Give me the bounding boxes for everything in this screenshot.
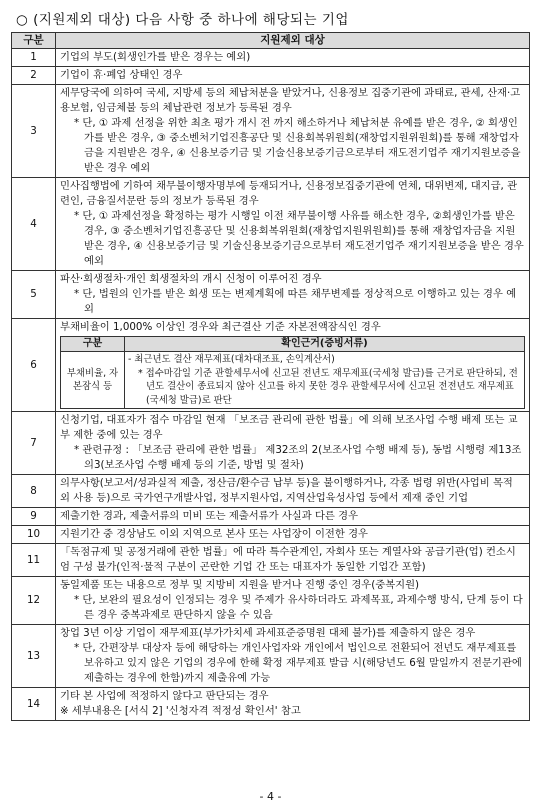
row-text: 기타 본 사업에 적정하지 않다고 판단되는 경우 [60,690,269,702]
row-text: 부채비율이 1,000% 이상인 경우와 최근결산 기준 자본전액잠식인 경우 [60,321,381,333]
header-category: 구분 [12,33,56,49]
table-row [12,271,530,319]
row-content [56,319,530,412]
evidence-subtable [60,336,525,409]
table-row [12,544,530,577]
row-text: 「독점규제 및 공정거래에 관한 법률」에 따라 특수관계인, 자회사 또는 계열사와 공급기관(업) 컨소시엄 구성 불가(인적·물적 구분이 곤란한 기업 간 또는 대표자가 동일한 기업간 포함) [60,546,516,573]
row-note: * 관련규정 : 「보조금 관리에 관한 법률」 제32조의 2(보조사업 수행 배제 등), 동법 시행령 제13조의3(보조사업 수행 배제 등의 기준, 방법 및 절차) [74,444,522,471]
row-content [56,475,530,508]
table-row [12,412,530,475]
table-row [12,625,530,688]
row-content [56,85,530,178]
row-text: 기업의 부도(회생인가를 받은 경우는 예외) [60,51,251,63]
row-text: 민사집행법에 기하여 채무불이행자명부에 등재되거나, 신용정보집중기관에 연체, 대위변제, 대지급, 관련인, 금융질서문란 등의 정보가 등록된 경우 [60,180,518,207]
row-text: 의무사항(보고서/성과실적 제출, 정산금/환수금 납부 등)을 불이행하거나, 각종 법령 위반(사업비 목적 외 사용 등)으로 국가연구개발사업, 정부지원사업, 지역산업육성사업 등에서 제재 중인 기업 [60,477,513,504]
table-row [12,508,530,526]
row-content [56,544,530,577]
row-number: 1 [12,49,56,67]
row-content [56,688,530,721]
table-row [12,178,530,271]
subtable-header-row [61,337,525,352]
subtable-note: * 접수마감일 기준 관할세무서에 신고된 전년도 재무제표(국세청 발급)를 근거로 판단하되, 전년도 결산이 종료되지 않아 신고를 하지 못한 경우 관할세무서에 신고된 전전년도 재무제표(국세청 발급)로 판단 [138,367,518,406]
row-text: 지원기간 중 경상남도 이외 지역으로 본사 또는 사업장이 이전한 경우 [60,528,368,540]
page-number: - 4 - [259,790,282,803]
row-text: 창업 3년 이상 기업이 재무제표(부가가치세 과세표준증명원 대체 불가)를 제출하지 않은 경우 [60,627,476,639]
exclusion-table [11,32,530,721]
row-number: 14 [12,688,56,721]
row-text: 기업이 휴·폐업 상태인 경우 [60,69,183,81]
row-number: 13 [12,625,56,688]
row-content [56,526,530,544]
row-number: 4 [12,178,56,271]
row-text: 파산·회생절차·개인 회생절차의 개시 신청이 이루어진 경우 [60,273,322,285]
row-note: * 단, ① 과제 선정을 위한 최초 평가 개시 전 까지 해소하거나 체납처분 유예를 받은 경우, ② 회생인가를 받은 경우, ③ 중소벤처기업진흥공단 및 신용회복위원회(재창업지원위원회)를 통해 재창업자금을 지원받은 경우, ④ 신용보증기금 및 기술신용보증기금으로부터 재도전기업주 재기지원보증을 받은 경우 예외 [74,117,521,174]
table-row [12,67,530,85]
subtable-header-evidence: 확인근거(증빙서류) [125,337,525,352]
row-number: 12 [12,577,56,625]
subtable-header-category: 구분 [61,337,125,352]
row-note: * 단, 간편장부 대상자 등에 해당하는 개인사업자와 개인에서 법인으로 전환되어 전년도 재무제표를 보유하고 있지 않은 기업의 경우에 한해 확정 재무제표 발급 시(해당년도 6월 말일까지 전문기관에 제출하는 경우에 한함)까지 제출유예 가능 [74,642,522,684]
row-content [56,412,530,475]
row-number: 8 [12,475,56,508]
row-number: 2 [12,67,56,85]
row-note: * 단, 법원의 인가를 받은 회생 또는 변제계획에 따른 채무변제를 정상적으로 이행하고 있는 경우 예외 [74,288,517,315]
row-text: 세무당국에 의하여 국세, 지방세 등의 체납처분을 받았거나, 신용정보 집중기관에 과태료, 관세, 산재·고용보험, 임금체불 등의 체납관련 정보가 등록된 경우 [60,87,521,114]
header-exclusion-target: 지원제외 대상 [56,33,530,49]
row-content [56,67,530,85]
table-row [12,85,530,178]
table-header-row [12,33,530,49]
row-content [56,625,530,688]
section-heading: ○ (지원제외 대상) 다음 사항 중 하나에 해당되는 기업 [16,12,349,28]
row-number: 11 [12,544,56,577]
row-content [56,271,530,319]
row-content [56,49,530,67]
row-content [56,178,530,271]
table-row [12,319,530,412]
row-text: 동일제품 또는 내용으로 정부 및 지방비 지원을 받거나 진행 중인 경우(중복지원) [60,579,420,591]
row-note: * 단, 보완의 필요성이 인정되는 경우 및 주제가 유사하더라도 과제목표, 과제수행 방식, 단계 등이 다른 경우 중복과제로 판단하지 않을 수 있음 [74,594,523,621]
subtable-evidence [125,352,525,409]
row-note: * 단, ① 과제선정을 확정하는 평가 시행일 이전 채무불이행 사유를 해소한 경우, ②회생인가를 받은 경우, ③ 중소벤처기업진흥공단 및 신용회복위원회(재창업지원위원회)를 통해 재창업자금을 지원받은 경우, ④ 신용보증기금 및 기술신용보증기금으로부터 재도전기업주 재기지원보증을 받은 경우 예외 [74,210,524,267]
subtable-label: 부채비율, 자본잠식 등 [61,352,125,409]
row-text: 신청기업, 대표자가 접수 마감일 현재 「보조금 관리에 관한 법률」에 의해 보조사업 수행 배제 또는 교부 제한 중에 있는 경우 [60,414,518,441]
row-number: 6 [12,319,56,412]
row-number: 3 [12,85,56,178]
subtable-row [61,352,525,409]
row-content [56,577,530,625]
table-row [12,688,530,721]
table-row [12,475,530,508]
row-number: 9 [12,508,56,526]
row-number: 7 [12,412,56,475]
row-number: 5 [12,271,56,319]
row-number: 10 [12,526,56,544]
row-text: 제출기한 경과, 제출서류의 미비 또는 제출서류가 사실과 다른 경우 [60,510,359,522]
table-row [12,577,530,625]
row-text: ※ 세부내용은 [서식 2] '신청자격 적정성 확인서' 참고 [60,705,301,717]
row-content [56,508,530,526]
subtable-text: - 최근년도 결산 재무제표(대차대조표, 손익계산서) [128,354,335,365]
table-row [12,526,530,544]
table-row [12,49,530,67]
